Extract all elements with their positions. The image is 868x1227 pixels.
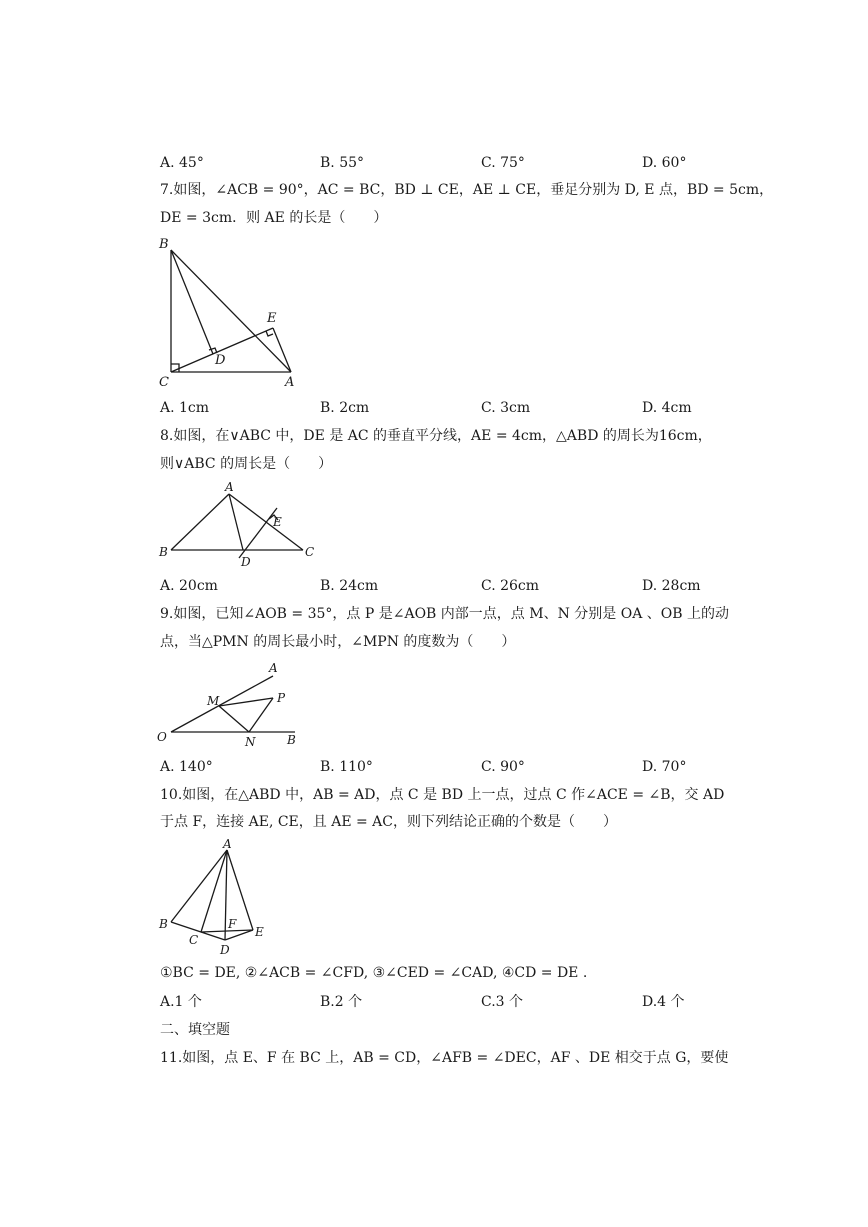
q10-segment-ab bbox=[171, 850, 227, 922]
q9-figure bbox=[155, 658, 305, 750]
q7-label-c: C bbox=[159, 375, 169, 390]
q9-label-a: A bbox=[269, 661, 278, 675]
q9-segment-mn bbox=[219, 706, 249, 732]
q9-option-d: D. 70° bbox=[642, 759, 687, 775]
q7-stem-line2: DE = 3cm．则 AE 的长是（ ） bbox=[160, 210, 388, 226]
q10-label-c: C bbox=[189, 933, 199, 947]
q9-option-c: C. 90° bbox=[481, 759, 525, 775]
q7-option-d: D. 4cm bbox=[642, 400, 692, 416]
q9-segment-pn bbox=[249, 698, 273, 732]
q9-label-b: B bbox=[287, 733, 296, 747]
q7-figure bbox=[155, 232, 315, 394]
q7-label-d: D bbox=[215, 353, 226, 368]
q8-stem-line2: 则∨ABC 的周长是（ ） bbox=[160, 456, 333, 472]
q10-label-d: D bbox=[220, 943, 230, 957]
q10-conclusions: ①BC = DE, ②∠ACB = ∠CFD, ③∠CED = ∠CAD, ④CD = DE . bbox=[160, 965, 588, 981]
q8-segment-ab bbox=[171, 494, 229, 550]
q10-option-c: C.3 个 bbox=[481, 994, 524, 1010]
q10-segment-ad bbox=[225, 850, 227, 940]
q10-label-b: B bbox=[159, 917, 168, 931]
q8-option-a: A. 20cm bbox=[160, 578, 218, 594]
q8-label-d: D bbox=[241, 555, 251, 569]
q10-stem-line2: 于点 F，连接 AE, CE，且 AE = AC，则下列结论正确的个数是（ ） bbox=[160, 814, 618, 830]
q6-option-b: B. 55° bbox=[320, 155, 365, 171]
q8-figure bbox=[155, 478, 320, 570]
q6-option-c: C. 75° bbox=[481, 155, 525, 171]
q9-label-n: N bbox=[245, 735, 256, 749]
q7-stem-line1: 7.如图，∠ACB = 90°，AC = BC，BD ⊥ CE，AE ⊥ CE，垂足分别为 D, E 点，BD = 5cm， bbox=[160, 182, 774, 198]
q8-label-a: A bbox=[225, 480, 234, 494]
q10-label-f: F bbox=[228, 917, 237, 931]
q9-segment-mp bbox=[219, 698, 273, 706]
q10-stem-line1: 10.如图，在△ABD 中，AB = AD，点 C 是 BD 上一点，过点 C 作∠ACE = ∠B，交 AD bbox=[160, 787, 725, 803]
q10-label-a: A bbox=[223, 837, 232, 851]
q10-label-e: E bbox=[255, 925, 264, 939]
q10-figure bbox=[155, 836, 280, 961]
q8-label-c: C bbox=[305, 545, 315, 559]
q7-option-c: C. 3cm bbox=[481, 400, 531, 416]
q7-label-a: A bbox=[285, 375, 295, 390]
q8-option-b: B. 24cm bbox=[320, 578, 379, 594]
q6-option-d: D. 60° bbox=[642, 155, 687, 171]
section-heading-fill-in: 二、填空题 bbox=[160, 1022, 230, 1038]
q8-label-b: B bbox=[159, 545, 168, 559]
q9-stem-line2: 点，当△PMN 的周长最小时，∠MPN 的度数为（ ） bbox=[160, 634, 516, 650]
q7-option-a: A. 1cm bbox=[160, 400, 210, 416]
q11-stem-line1: 11.如图，点 E、F 在 BC 上，AB = CD，∠AFB = ∠DEC，AF 、DE 相交于点 G，要使 bbox=[160, 1050, 729, 1066]
q6-option-a: A. 45° bbox=[160, 155, 204, 171]
q9-label-p: P bbox=[277, 691, 286, 705]
q7-right-angle-e bbox=[266, 331, 273, 336]
q9-label-o: O bbox=[157, 730, 167, 744]
q10-option-b: B.2 个 bbox=[320, 994, 363, 1010]
q10-option-a: A.1 个 bbox=[160, 994, 202, 1010]
q10-segment-ce bbox=[201, 930, 253, 932]
q7-label-e: E bbox=[267, 311, 277, 326]
q8-label-e: E bbox=[273, 515, 282, 529]
q7-option-b: B. 2cm bbox=[320, 400, 370, 416]
q9-option-b: B. 110° bbox=[320, 759, 373, 775]
q8-option-c: C. 26cm bbox=[481, 578, 540, 594]
q7-segment-bd bbox=[171, 250, 213, 354]
q10-option-d: D.4 个 bbox=[642, 994, 685, 1010]
q9-label-m: M bbox=[207, 694, 220, 708]
q10-segment-ac bbox=[201, 850, 227, 932]
q7-label-b: B bbox=[159, 237, 169, 252]
q8-stem-line1: 8.如图，在∨ABC 中，DE 是 AC 的垂直平分线，AE = 4cm，△ABD 的周长为16cm， bbox=[160, 428, 712, 444]
q8-option-d: D. 28cm bbox=[642, 578, 701, 594]
q7-segment-ae bbox=[273, 328, 291, 372]
q9-option-a: A. 140° bbox=[160, 759, 213, 775]
q9-stem-line1: 9.如图，已知∠AOB = 35°，点 P 是∠AOB 内部一点，点 M、N 分别是 OA 、OB 上的动 bbox=[160, 606, 729, 622]
q9-ray-oa bbox=[171, 676, 273, 732]
